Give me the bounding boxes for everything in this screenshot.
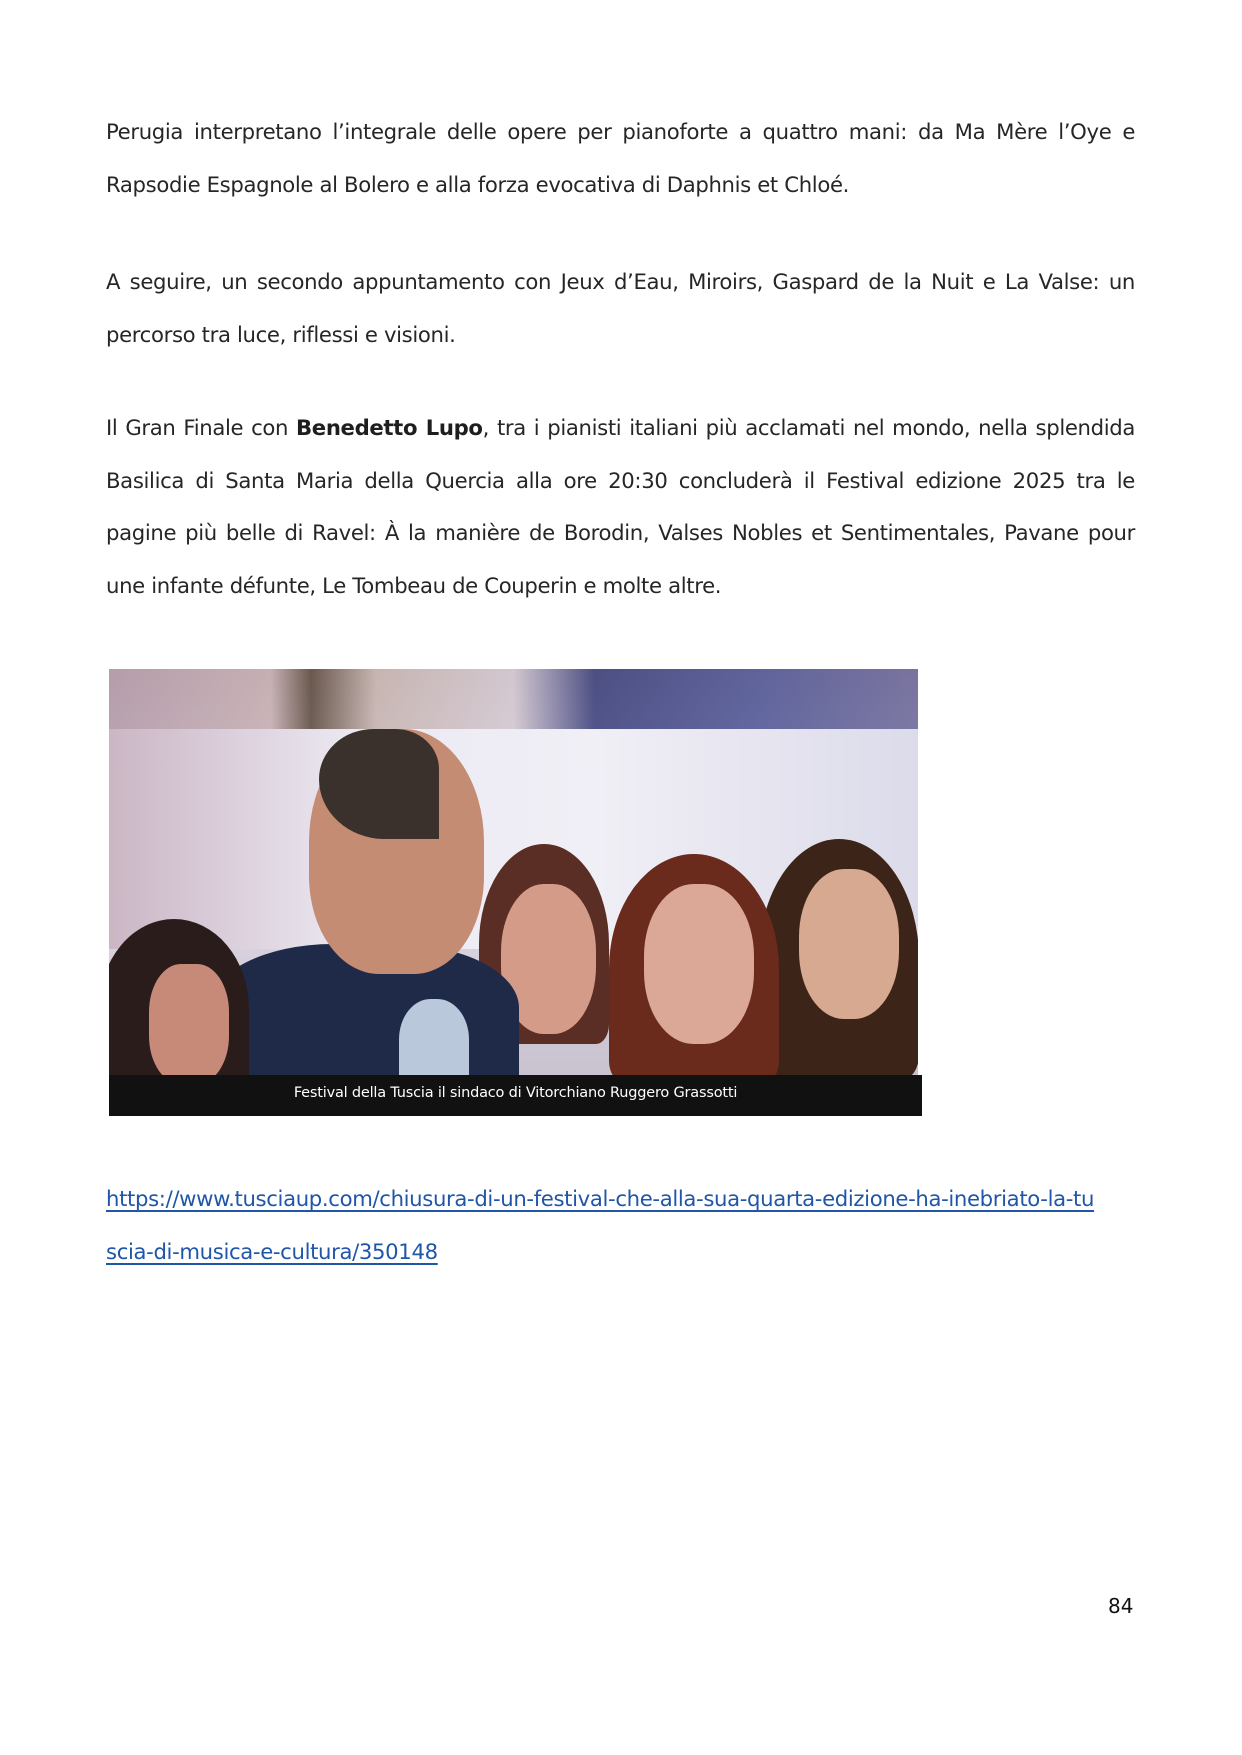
paragraph-text: , tra i pianisti italiani più acclamati nel mondo, nella splendida	[482, 415, 1136, 440]
paragraph-line: pagine più belle di Ravel: À la manière de Borodin, Valses Nobles et Sentimentales, Pavane pour	[106, 520, 1135, 545]
paragraph-line: Rapsodie Espagnole al Bolero e alla forza evocativa di Daphnis et Chloé.	[106, 171, 850, 197]
source-link-block	[106, 1173, 1135, 1278]
person-1-face	[149, 964, 229, 1075]
audience-photo	[109, 669, 918, 1075]
paragraph-line: percorso tra luce, riflessi e visioni.	[106, 321, 456, 347]
source-link-continued[interactable]: scia-di-musica-e-cultura/350148	[106, 1238, 438, 1264]
caption-bar	[109, 1075, 922, 1116]
source-link-line-2	[106, 1226, 1135, 1279]
pianist-name: Benedetto Lupo	[296, 415, 483, 440]
source-link-line-1	[106, 1173, 1135, 1226]
photo-background-band	[109, 669, 918, 729]
paragraph-2	[106, 256, 1135, 361]
paragraph-line: Perugia interpretano l’integrale delle opere per pianoforte a quattro mani: da Ma Mère l’Oye e	[106, 119, 1135, 144]
paragraph-line: Basilica di Santa Maria della Quercia alla ore 20:30 concluderà il Festival edizione 2025 tra le	[106, 467, 1135, 493]
paragraph-line: une infante défunte, Le Tombeau de Couperin e molte altre.	[106, 572, 722, 598]
paragraph-3	[106, 402, 1135, 612]
source-link[interactable]: https://www.tusciaup.com/chiusura-di-un-festival-che-alla-sua-quarta-edizione-ha-inebriato-la-tu	[106, 1186, 1095, 1211]
paragraph-text: Il Gran Finale con	[106, 415, 296, 440]
page-number: 84	[1108, 1594, 1134, 1618]
person-2-shirt	[399, 999, 469, 1075]
person-4-face	[644, 884, 754, 1044]
person-5-face	[799, 869, 899, 1019]
paragraph-line	[106, 402, 1135, 455]
paragraph-line: A seguire, un secondo appuntamento con Jeux d’Eau, Miroirs, Gaspard de la Nuit e La Valse: un	[106, 269, 1135, 294]
figure-caption: Festival della Tuscia il sindaco di Vitorchiano Ruggero Grassotti	[293, 1085, 738, 1101]
figure	[109, 669, 922, 1116]
paragraph-1	[106, 106, 1135, 211]
